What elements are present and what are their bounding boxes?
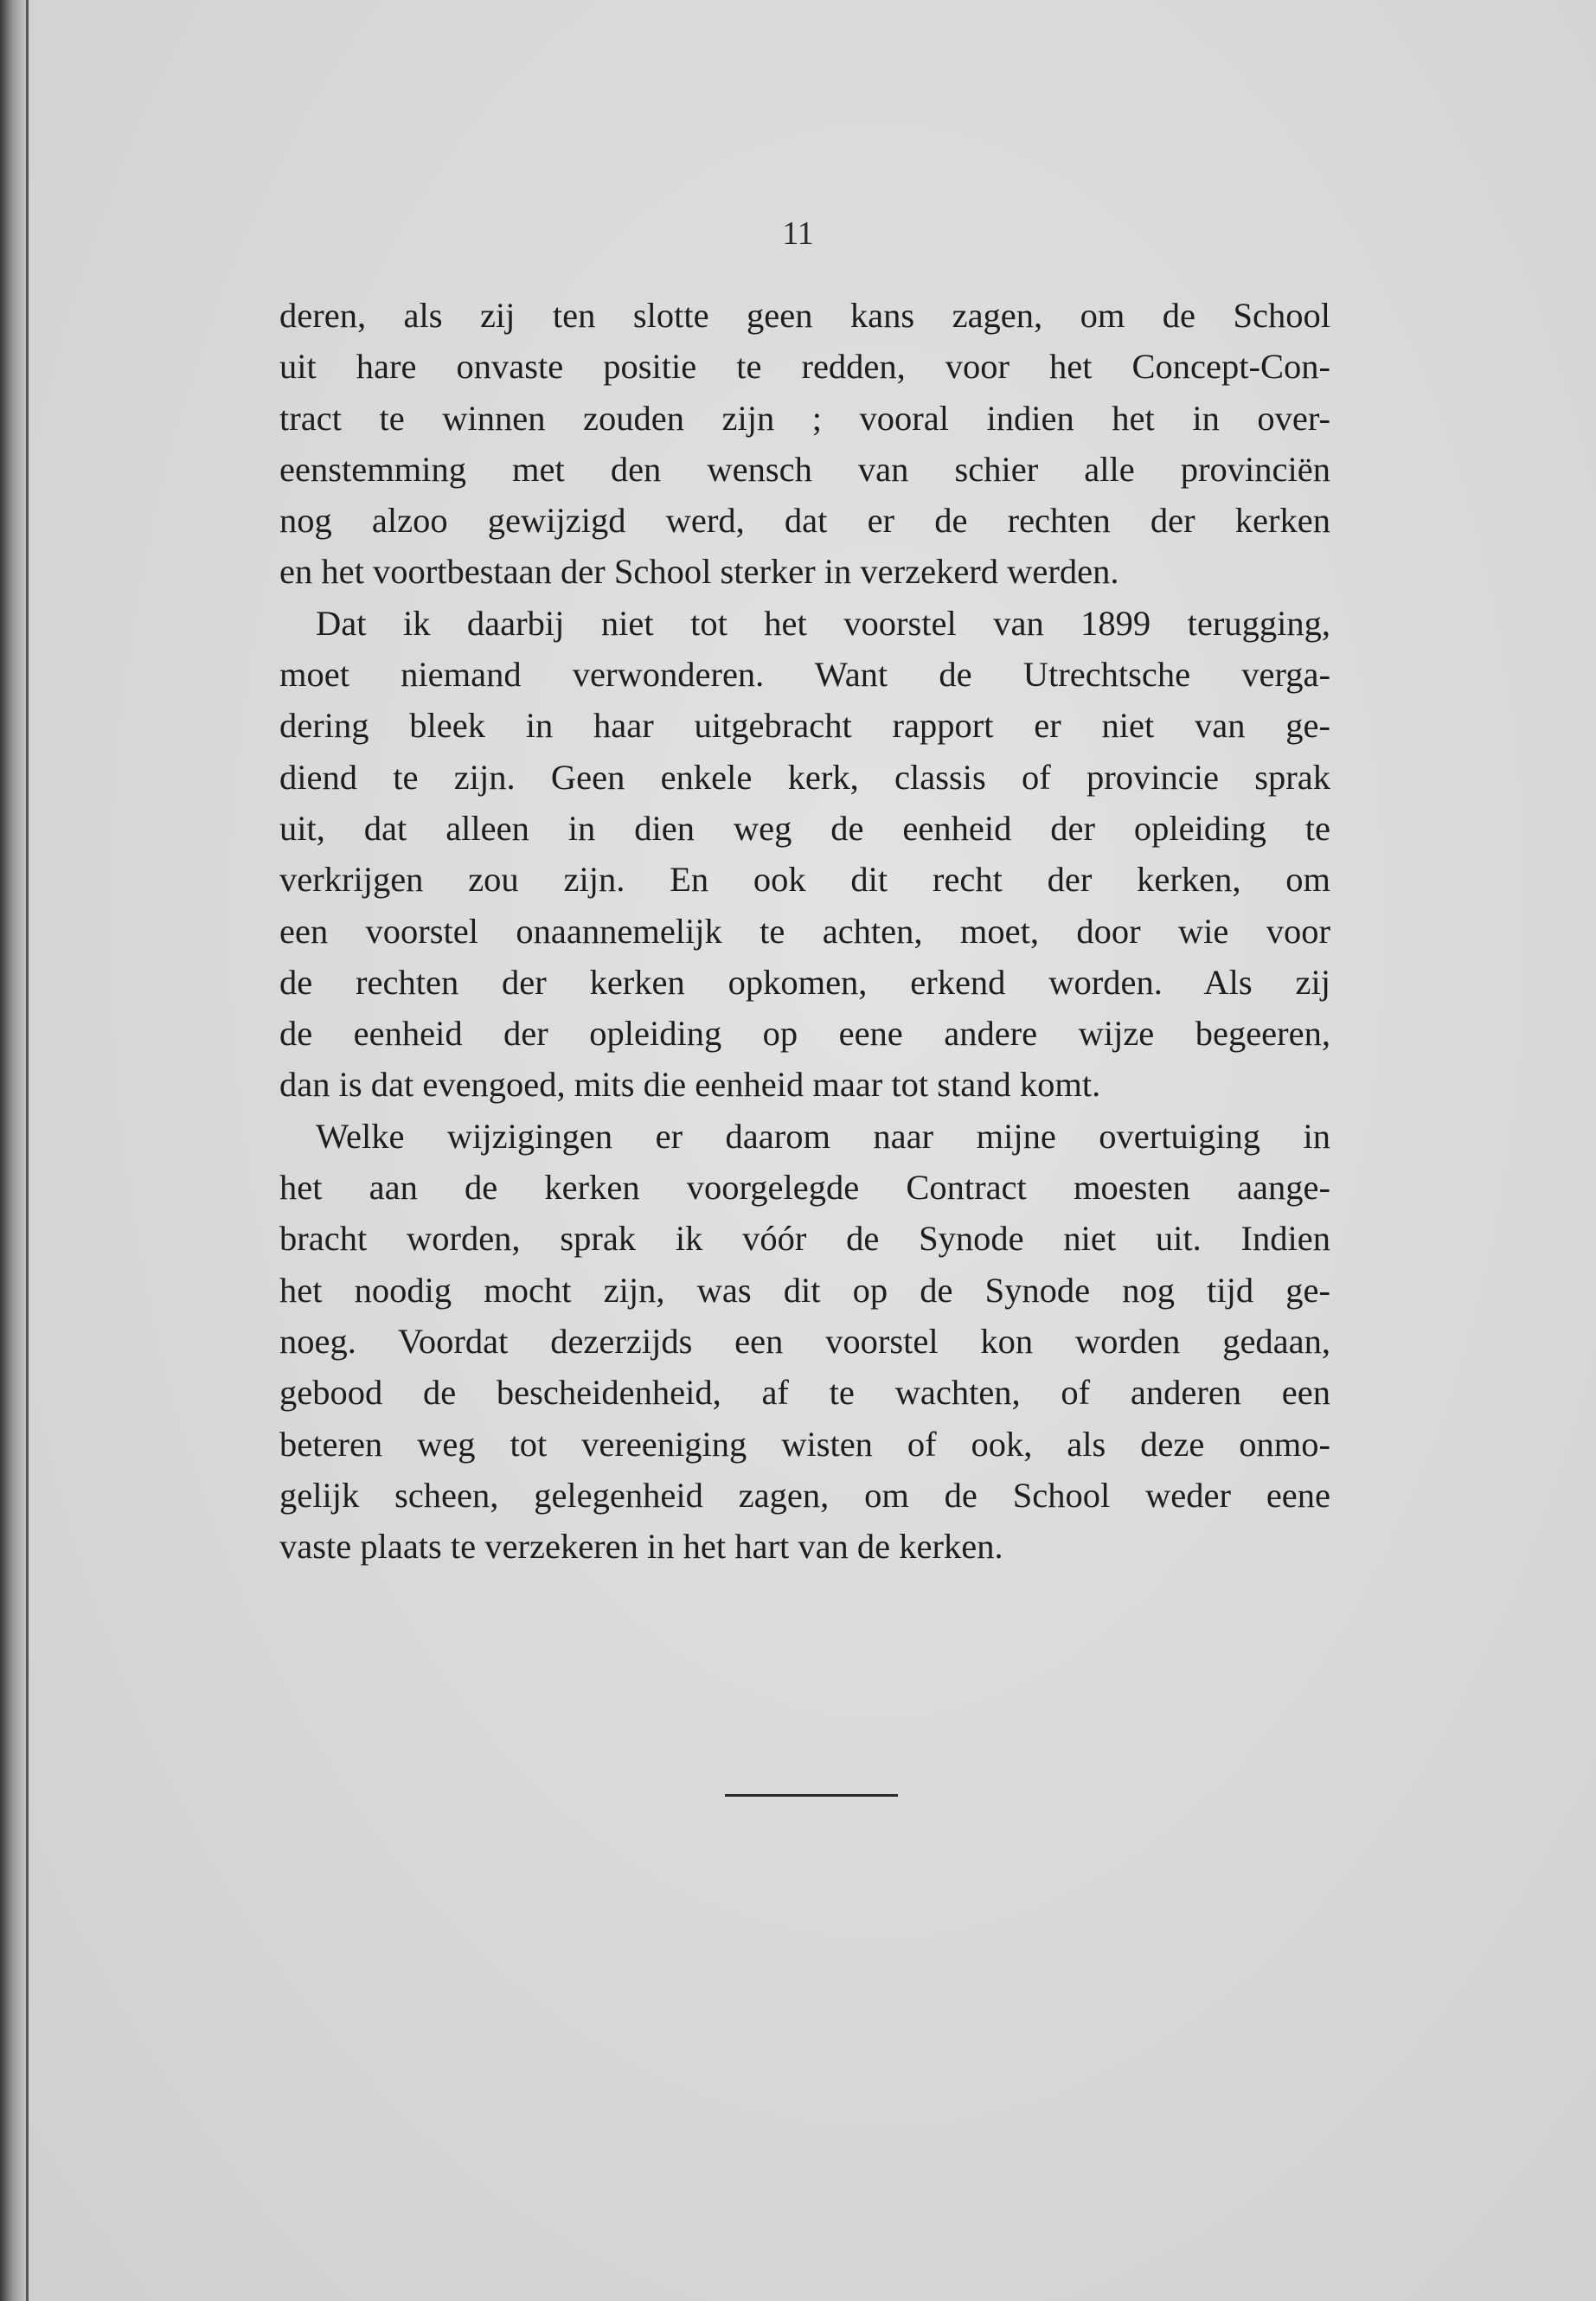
text-line: en het voortbestaan der School sterker in verzekerd werden. [279,552,1119,592]
text-line: gebood de bescheidenheid, af te wachten, of anderen een [279,1373,1330,1413]
page-binding-edge [0,0,29,2301]
text-line: uit hare onvaste positie te redden, voor het Concept-Con- [279,347,1330,387]
text-line: vaste plaats te verzekeren in het hart van de kerken. [279,1527,1003,1567]
text-line: nog alzoo gewijzigd werd, dat er de rechten der kerken [279,501,1330,541]
text-line: dan is dat evengoed, mits die eenheid maar tot stand komt. [279,1065,1101,1105]
text-line: tract te winnen zouden zijn ; vooral indien het in over- [279,398,1330,438]
text-line: de rechten der kerken opkomen, erkend worden. Als zij [279,962,1330,1002]
text-line: beteren weg tot vereeniging wisten of ook, als deze onmo- [279,1424,1330,1464]
text-line: de eenheid der opleiding op eene andere wijze begeeren, [279,1014,1330,1054]
text-line: het noodig mocht zijn, was dit op de Synode nog tijd ge- [279,1270,1330,1310]
binding-edge-line [26,0,29,2301]
text-line: noeg. Voordat dezerzijds een voorstel kon worden gedaan, [279,1321,1330,1361]
text-line: Welke wijzigingen er daarom naar mijne overtuiging in [316,1116,1330,1156]
section-end-rule [725,1794,898,1797]
body-text [279,290,1330,1572]
text-line: gelijk scheen, gelegenheid zagen, om de School weder eene [279,1475,1330,1515]
text-line: deren, als zij ten slotte geen kans zagen, om de School [279,296,1330,335]
text-line: uit, dat alleen in dien weg de eenheid der opleiding te [279,808,1330,848]
text-line: het aan de kerken voorgelegde Contract moesten aange- [279,1168,1330,1208]
text-line: moet niemand verwonderen. Want de Utrechtsche verga- [279,655,1330,695]
text-line: dering bleek in haar uitgebracht rapport er niet van ge- [279,706,1330,746]
text-line: diend te zijn. Geen enkele kerk, classis of provincie sprak [279,757,1330,797]
text-line: een voorstel onaannemelijk te achten, moet, door wie voor [279,911,1330,951]
text-line: eenstemming met den wensch van schier alle provinciën [279,449,1330,489]
text-line: bracht worden, sprak ik vóór de Synode niet uit. Indien [279,1219,1330,1259]
text-line: Dat ik daarbij niet tot het voorstel van 1899 terugging, [316,603,1330,643]
text-line: verkrijgen zou zijn. En ook dit recht der kerken, om [279,860,1330,900]
page-number: 11 [782,215,814,252]
